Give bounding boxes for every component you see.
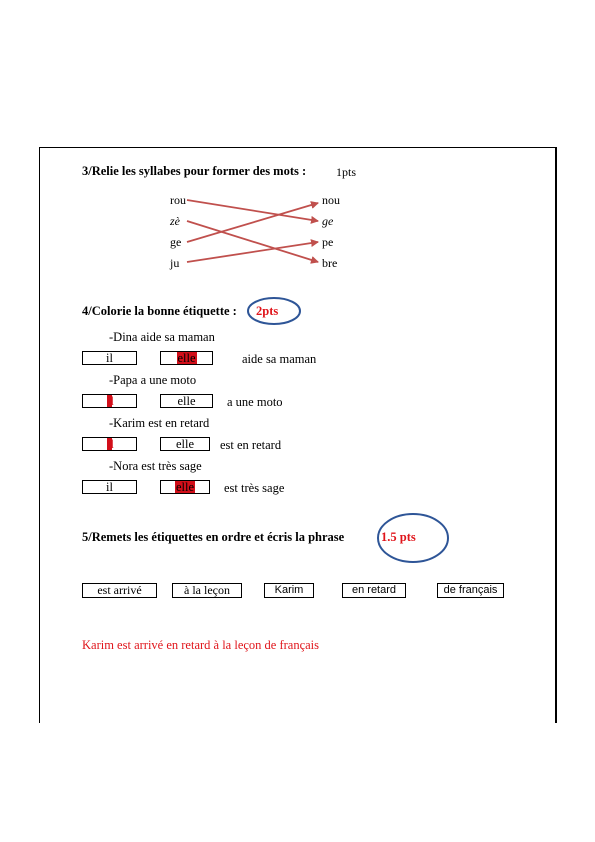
label-elle-1-fill: elle bbox=[177, 351, 196, 365]
label-de-francais[interactable]: de français bbox=[437, 583, 504, 598]
arrow-rou-ge bbox=[187, 200, 318, 221]
sentence-4: -Nora est très sage bbox=[109, 459, 202, 473]
label-elle-2[interactable]: elle bbox=[160, 394, 213, 408]
label-elle-4-fill: elle bbox=[175, 480, 195, 494]
label-elle-1[interactable] bbox=[160, 351, 213, 365]
answer-sentence: Karim est arrivé en retard à la leçon de français bbox=[82, 638, 320, 652]
label-il-2-fill: il bbox=[107, 394, 114, 408]
syllable-right-3: pe bbox=[322, 235, 334, 249]
sentence-3-rest: est en retard bbox=[220, 438, 282, 452]
syllable-left-2: zè bbox=[170, 214, 180, 228]
syllable-right-1: nou bbox=[322, 193, 340, 207]
syllable-left-1: rou bbox=[170, 193, 186, 207]
arrow-ze-bre bbox=[187, 221, 318, 262]
sentence-1-rest: aide sa maman bbox=[242, 352, 317, 366]
syllable-left-3: ge bbox=[170, 235, 182, 249]
exercise4-points: 2pts bbox=[256, 304, 279, 318]
sentence-2-rest: a une moto bbox=[227, 395, 283, 409]
exercise3-points: 1pts bbox=[336, 165, 357, 179]
syllable-left-4: ju bbox=[170, 256, 180, 270]
sentence-3: -Karim est en retard bbox=[109, 416, 210, 430]
label-est-arrive[interactable]: est arrivé bbox=[82, 583, 157, 598]
syllable-right-4: bre bbox=[322, 256, 338, 270]
label-en-retard[interactable]: en retard bbox=[342, 583, 406, 598]
exercise4-title: 4/Colorie la bonne étiquette : bbox=[82, 304, 237, 318]
label-karim[interactable]: Karim bbox=[264, 583, 314, 598]
label-il-3[interactable] bbox=[82, 437, 137, 451]
label-a-la-lecon[interactable]: à la leçon bbox=[172, 583, 242, 598]
label-il-3-fill: il bbox=[107, 437, 114, 451]
label-elle-4[interactable] bbox=[160, 480, 210, 494]
sentence-2: -Papa a une moto bbox=[109, 373, 197, 387]
label-elle-3[interactable]: elle bbox=[160, 437, 210, 451]
label-il-2[interactable] bbox=[82, 394, 137, 408]
arrow-ge-nou bbox=[187, 203, 318, 242]
exercise5-title: 5/Remets les étiquettes en ordre et écris la phrase bbox=[82, 530, 345, 544]
sentence-4-rest: est très sage bbox=[224, 481, 285, 495]
sentence-1: -Dina aide sa maman bbox=[109, 330, 215, 344]
exercise3-title: 3/Relie les syllabes pour former des mots : bbox=[82, 164, 307, 178]
arrow-ju-pe bbox=[187, 242, 318, 262]
syllable-right-2: ge bbox=[322, 214, 334, 228]
label-il-1[interactable]: il bbox=[82, 351, 137, 365]
exercise5-points: 1.5 pts bbox=[381, 530, 416, 544]
label-il-4[interactable]: il bbox=[82, 480, 137, 494]
